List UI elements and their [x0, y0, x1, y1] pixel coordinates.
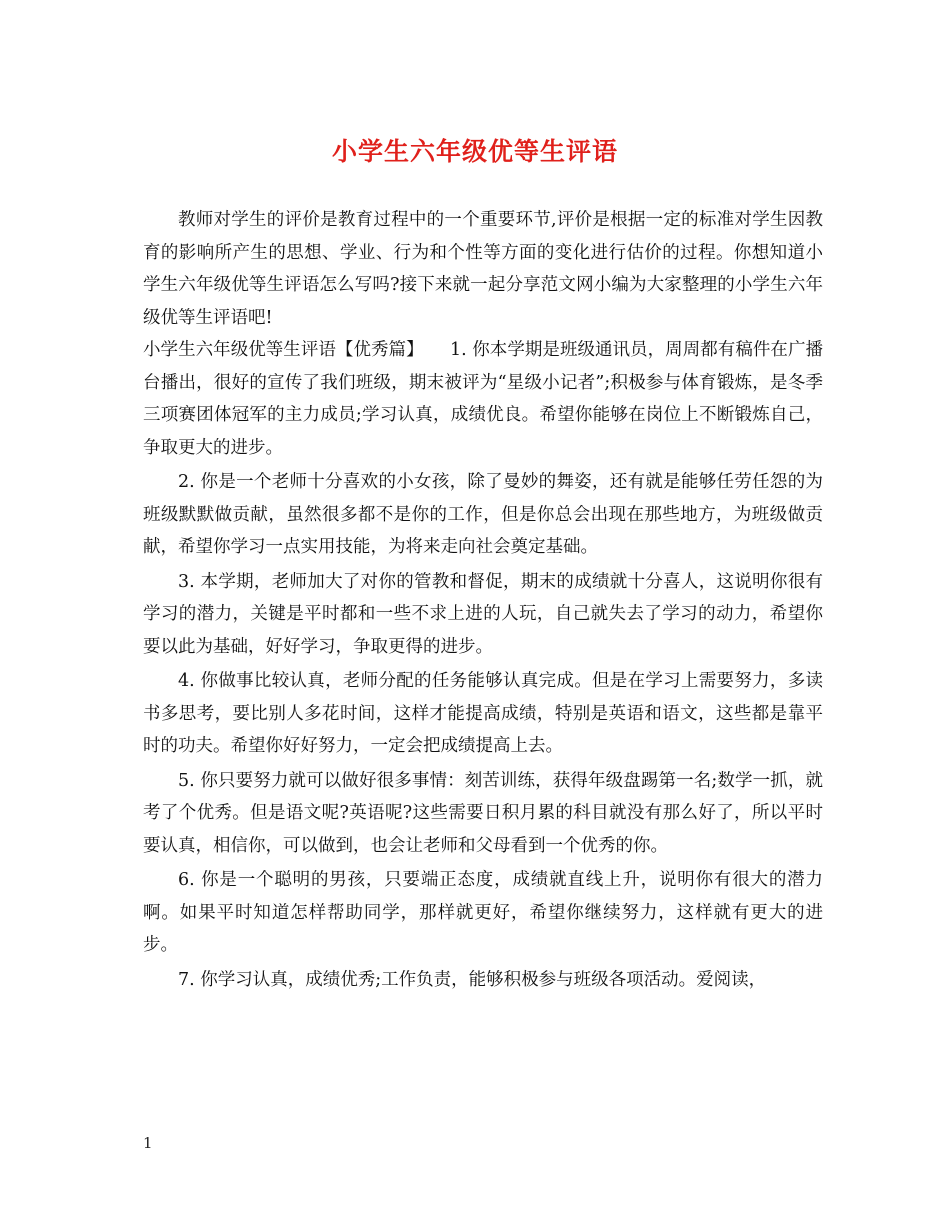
comment-paragraph-6: 6. 你是一个聪明的男孩，只要端正态度，成绩就直线上升，说明你有很大的潜力啊。如果平时知道怎样帮助同学，那样就更好，希望你继续努力，这样就有更大的进步。 [143, 870, 823, 955]
comment-paragraph-3: 3. 本学期，老师加大了对你的管教和督促，期末的成绩就十分喜人，这说明你很有学习的潜力，关键是平时都和一些不求上进的人玩，自己就失去了学习的动力，希望你要以此为基础，好好学习，争取更得的进步。 [143, 571, 823, 657]
comment-paragraph-5: 5. 你只要努力就可以做好很多事情：刻苦训练，获得年级盘踢第一名;数学一抓，就考了个优秀。但是语文呢?英语呢?这些需要日积月累的科目就没有那么好了，所以平时要认真，相信你，可以做到，也会让老师和父母看到一个优秀的你。 [143, 770, 823, 856]
page-number: 1 [143, 1134, 153, 1152]
document-title: 小学生六年级优等生评语 [331, 137, 618, 166]
intro-paragraph: 教师对学生的评价是教育过程中的一个重要环节,评价是根据一定的标准对学生因教育的影响所产生的思想、学业、行为和个性等方面的变化进行估价的过程。你想知道小学生六年级优等生评语怎么写吗?接下来就一起分享范文网小编为大家整理的小学生六年级优等生评语吧! [143, 210, 823, 328]
comment-paragraph-2: 2. 你是一个老师十分喜欢的小女孩，除了曼妙的舞姿，还有就是能够任劳任怨的为班级默默做贡献，虽然很多都不是你的工作，但是你总会出现在那些地方，为班级做贡献，希望你学习一点实用技能，为将来走向社会奠定基础。 [143, 472, 823, 557]
comment-paragraph-7: 7. 你学习认真，成绩优秀;工作负责，能够积极参与班级各项活动。爱阅读， [178, 969, 767, 990]
document-body [143, 204, 823, 996]
comment-paragraph-1: 小学生六年级优等生评语【优秀篇】 1. 你本学期是班级通讯员，周周都有稿件在广播台播出，很好的宣传了我们班级，期末被评为“星级小记者”;积极参与体育锻炼，是冬季三项赛团体冠军的主力成员;学习认真，成绩优良。希望你能够在岗位上不断锻炼自己，争取更大的进步。 [143, 340, 823, 458]
comment-paragraph-4: 4. 你做事比较认真，老师分配的任务能够认真完成。但是在学习上需要努力，多读书多思考，要比别人多花时间，这样才能提高成绩，特别是英语和语文，这些都是靠平时的功夫。希望你好好努力，一定会把成绩提高上去。 [143, 671, 823, 756]
